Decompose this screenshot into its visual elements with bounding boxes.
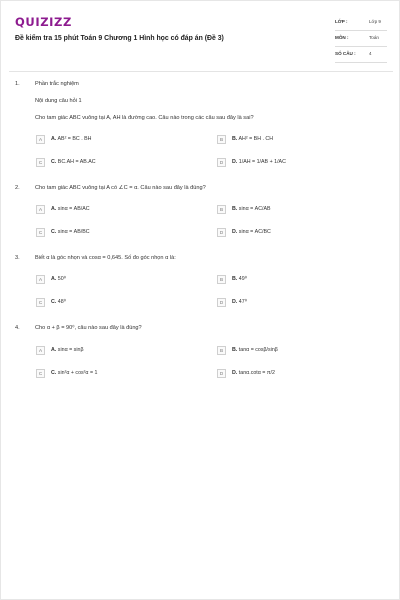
meta-label: MÔN :: [335, 35, 349, 40]
option-text: sinα = AC/AB: [238, 206, 271, 212]
option-prefix: D.: [232, 159, 238, 165]
option-text: sinα = AB/BC: [57, 229, 90, 235]
option-letter-box: D: [217, 369, 226, 378]
question-number: 3.: [15, 255, 20, 261]
option-text: tanα.cotα = π/2: [238, 370, 275, 376]
option-prefix: B.: [232, 206, 238, 212]
header-divider: [9, 71, 393, 72]
option-letter-box: D: [217, 228, 226, 237]
option-letter-box: B: [217, 275, 226, 284]
meta-value: Toán: [369, 35, 379, 40]
option-prefix: A.: [51, 206, 57, 212]
option-prefix: A.: [51, 347, 57, 353]
question-text: Cho tam giác ABC vuông tại A, AH là đường cao. Câu nào trong các câu sau đây là sai?: [35, 115, 254, 121]
section-heading: Phần trắc nghiệm: [35, 81, 79, 87]
option-letter-box: C: [36, 369, 45, 378]
option-prefix: B.: [232, 347, 238, 353]
option-prefix: A.: [51, 136, 57, 142]
question-text: Biết α là góc nhọn và cosα = 0,645. Số đo góc nhọn α là:: [35, 255, 176, 261]
option-letter-box: A: [36, 346, 45, 355]
option-prefix: D.: [232, 229, 238, 235]
option-text: sinα = AC/BC: [238, 229, 271, 235]
brand-logo: QUIZIZZ: [15, 15, 72, 29]
question-subheading: Nội dung câu hỏi 1: [35, 98, 82, 104]
option-letter-box: D: [217, 298, 226, 307]
option-text: AH² = BH . CH: [238, 136, 274, 142]
option-text: BC.AH = AB.AC: [57, 159, 96, 165]
option-text: 47⁰: [238, 299, 247, 305]
option-prefix: D.: [232, 370, 238, 376]
option-letter-box: C: [36, 298, 45, 307]
option-text: sinα = AB/AC: [57, 206, 90, 212]
option-text: sinα = sinβ: [57, 347, 84, 353]
option-prefix: C.: [51, 159, 57, 165]
meta-row-class: [335, 17, 387, 31]
option-text: tanα = cosβ/sinβ: [238, 347, 278, 353]
option-text: 50⁰: [57, 276, 66, 282]
option-letter-box: A: [36, 205, 45, 214]
option-prefix: C.: [51, 229, 57, 235]
option-prefix: A.: [51, 276, 57, 282]
option-text: 1/AH = 1/AB + 1/AC: [238, 159, 286, 165]
question-text: Cho tam giác ABC vuông tại A có ∠C = α. Câu nào sau đây là đúng?: [35, 185, 206, 191]
option-prefix: D.: [232, 299, 238, 305]
option-prefix: C.: [51, 299, 57, 305]
option-prefix: C.: [51, 370, 57, 376]
option-letter-box: C: [36, 158, 45, 167]
option-text: sin²α + cos²α = 1: [57, 370, 98, 376]
question-number: 2.: [15, 185, 20, 191]
question-number: 1.: [15, 81, 20, 87]
option-letter-box: B: [217, 346, 226, 355]
meta-label: SỐ CÂU :: [335, 51, 356, 56]
question-number: 4.: [15, 325, 20, 331]
option-text: 48⁰: [57, 299, 66, 305]
option-letter-box: B: [217, 205, 226, 214]
meta-table: [335, 17, 387, 65]
meta-row-count: [335, 49, 387, 63]
meta-value: 4: [369, 51, 372, 56]
option-letter-box: B: [217, 135, 226, 144]
option-letter-box: D: [217, 158, 226, 167]
option-letter-box: C: [36, 228, 45, 237]
option-prefix: B.: [232, 276, 238, 282]
question-text: Cho α + β = 90⁰, câu nào sau đây là đúng?: [35, 325, 142, 331]
document-title: Đề kiểm tra 15 phút Toán 9 Chương 1 Hình học có đáp án (Đề 3): [15, 35, 224, 42]
option-letter-box: A: [36, 275, 45, 284]
option-letter-box: A: [36, 135, 45, 144]
option-prefix: B.: [232, 136, 238, 142]
meta-label: LỚP :: [335, 19, 348, 24]
option-text: 49⁰: [238, 276, 247, 282]
meta-row-subject: [335, 33, 387, 47]
option-text: AB² = BC . BH: [57, 136, 92, 142]
meta-value: Lớp 9: [369, 19, 381, 24]
